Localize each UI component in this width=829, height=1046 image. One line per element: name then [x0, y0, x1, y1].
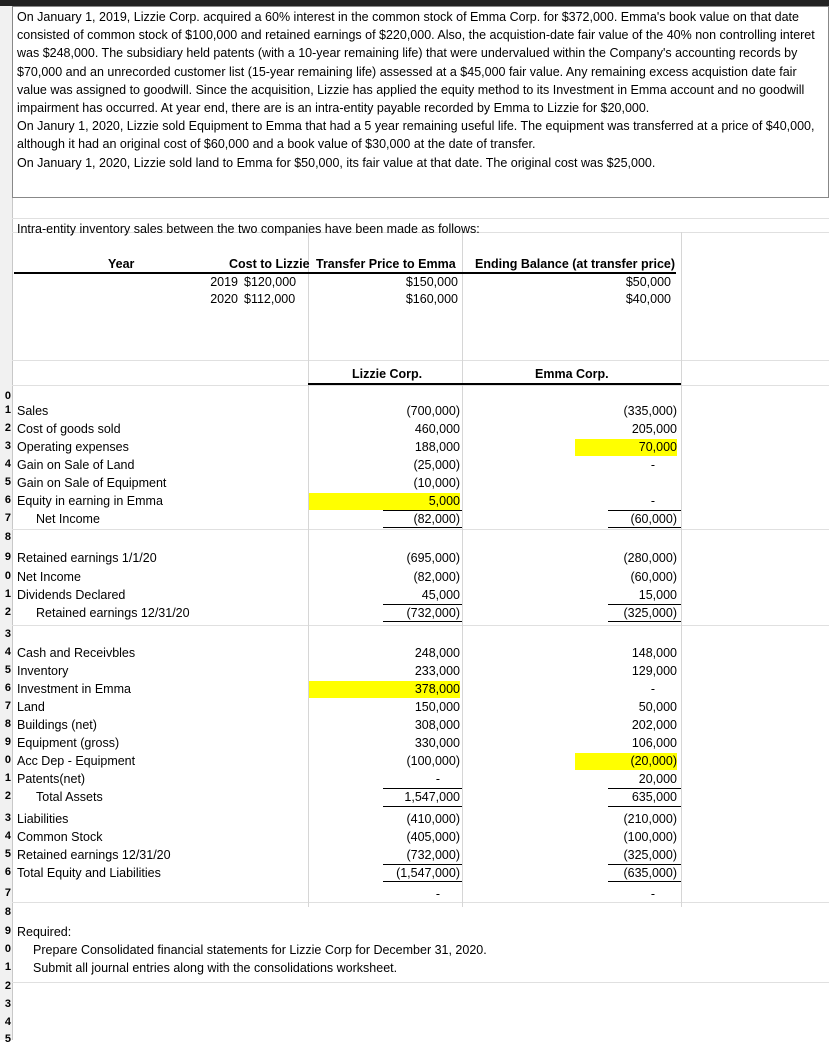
column-header-rule [308, 383, 681, 385]
row-label: Gain on Sale of Equipment [17, 476, 167, 490]
row-number[interactable]: 8 [4, 531, 11, 543]
emma-value[interactable]: (335,000) [623, 404, 677, 418]
row-number[interactable]: 2 [4, 422, 11, 434]
emma-value[interactable]: 129,000 [631, 664, 677, 678]
subtotal-rule [383, 864, 462, 865]
emma-value[interactable]: (210,000) [623, 812, 677, 826]
row-label: Cash and Receivbles [17, 646, 136, 660]
lizzie-value[interactable]: 308,000 [414, 718, 460, 732]
lizzie-value[interactable]: (100,000) [406, 754, 460, 768]
inventory-cell-transfer[interactable]: $150,000 [405, 275, 458, 289]
intro-paragraph-acquisition: On January 1, 2019, Lizzie Corp. acquired a 60% interest in the common stock of Emma Corp. for $372,000. Emma's book value on that date consisted of common stock of $100,000 and retained earnings of $220,000. Also, the acquistion-date fair value of the 40% non controlling interet was $248,000. The subsidiary held patents (with a 10-year remaining life) that were undervalued within the Company's accounting records by $70,000 and an unrecorded customer list (15-year remaining life) assessed at a $45,000 fair value. Any remaining excess acquistion date fair value was assigned to goodwill. Since the acquisition, Lizzie has applied the equity method to its Investment in Emma account and no goodwill impairment has occurred. At year end, there are is an intra-entity payable recorded by Emma to Lizzie for $20,000. [17, 10, 815, 116]
row-number[interactable]: 0 [4, 754, 11, 766]
lizzie-value[interactable]: 1,547,000 [404, 790, 460, 804]
grid-line [12, 360, 829, 361]
subtotal-rule [608, 604, 681, 605]
grid-line [12, 218, 829, 219]
total-rule [608, 621, 681, 622]
row-number[interactable]: 4 [4, 1016, 11, 1028]
lizzie-value[interactable]: 233,000 [414, 664, 460, 678]
emma-value[interactable]: 205,000 [631, 422, 677, 436]
grid-line [12, 529, 829, 530]
row-number[interactable]: 3 [4, 440, 11, 452]
inventory-header-transfer: Transfer Price to Emma [316, 257, 456, 271]
emma-value[interactable]: - [650, 682, 655, 696]
row-label: Buildings (net) [17, 718, 97, 732]
inventory-header-year: Year [108, 257, 135, 271]
row-number[interactable]: 1 [4, 961, 11, 973]
emma-value[interactable]: (325,000) [623, 606, 677, 620]
lizzie-value[interactable]: 460,000 [414, 422, 460, 436]
emma-value[interactable]: 15,000 [638, 588, 677, 602]
emma-value[interactable]: (60,000) [630, 570, 677, 584]
row-number[interactable]: 4 [4, 458, 11, 470]
row-label: Land [17, 700, 45, 714]
row-label: Cost of goods sold [17, 422, 121, 436]
emma-value[interactable]: (100,000) [623, 830, 677, 844]
inventory-cell-year[interactable]: 2019 [210, 275, 238, 289]
row-number[interactable]: 6 [4, 866, 11, 878]
row-number[interactable]: 8 [4, 906, 11, 918]
row-number[interactable]: 5 [4, 1033, 11, 1045]
grid-line [12, 625, 829, 626]
emma-balance-check[interactable]: - [650, 887, 655, 901]
row-number[interactable]: 7 [4, 887, 11, 899]
emma-value-highlighted[interactable]: 70,000 [575, 439, 677, 456]
row-number[interactable]: 3 [4, 812, 11, 824]
total-rule [608, 527, 681, 528]
subtotal-rule [383, 510, 462, 511]
emma-value[interactable]: 148,000 [631, 646, 677, 660]
row-number[interactable]: 3 [4, 628, 11, 640]
emma-value[interactable]: 106,000 [631, 736, 677, 750]
row-number[interactable]: 9 [4, 736, 11, 748]
emma-value[interactable]: 50,000 [638, 700, 677, 714]
inventory-cell-cost[interactable]: $120,000 [244, 275, 297, 289]
lizzie-value[interactable]: (405,000) [406, 830, 460, 844]
lizzie-value[interactable]: 248,000 [414, 646, 460, 660]
emma-value[interactable]: 202,000 [631, 718, 677, 732]
lizzie-value[interactable]: 330,000 [414, 736, 460, 750]
emma-value[interactable]: (325,000) [623, 848, 677, 862]
row-label: Liabilities [17, 812, 69, 826]
subtotal-rule [608, 864, 681, 865]
emma-value[interactable]: (60,000) [630, 512, 677, 526]
row-number[interactable]: 3 [4, 998, 11, 1010]
row-label: Total Equity and Liabilities [17, 866, 161, 880]
row-number[interactable]: 2 [4, 980, 11, 992]
row-label: Total Assets [36, 790, 103, 804]
inventory-cell-ending[interactable]: $50,000 [625, 275, 671, 289]
emma-value[interactable]: 635,000 [631, 790, 677, 804]
grid-column-line [308, 232, 309, 907]
emma-value[interactable]: 20,000 [638, 772, 677, 786]
inventory-header-cost: Cost to Lizzie [229, 257, 310, 271]
row-label: Equity in earning in Emma [17, 494, 163, 508]
required-title: Required: [17, 925, 72, 939]
emma-value[interactable]: - [650, 458, 655, 472]
lizzie-value[interactable]: (82,000) [413, 512, 460, 526]
row-number[interactable]: 2 [4, 606, 11, 618]
row-number[interactable]: 0 [4, 390, 11, 402]
intro-paragraph-equipment: On Janury 1, 2020, Lizzie sold Equipment to Emma that had a 5 year remaining useful life. The equipment was transferred at a price of $40,000, although it had an original cost of $60,000 and a book value of $30,000 at the date of transfer. [17, 119, 815, 152]
column-header-emma: Emma Corp. [535, 367, 609, 381]
row-number[interactable]: 4 [4, 646, 11, 658]
emma-value[interactable]: (280,000) [623, 551, 677, 565]
lizzie-balance-check[interactable]: - [435, 887, 440, 901]
row-label: Dividends Declared [17, 588, 126, 602]
row-number[interactable]: 2 [4, 790, 11, 802]
row-label: Retained earnings 12/31/20 [17, 848, 171, 862]
intro-paragraph-land: On January 1, 2020, Lizzie sold land to Emma for $50,000, its fair value at that date. The original cost was $25,000. [17, 155, 656, 170]
lizzie-value[interactable]: (10,000) [413, 476, 460, 490]
row-number[interactable]: 6 [4, 494, 11, 506]
lizzie-value[interactable]: (732,000) [406, 606, 460, 620]
lizzie-value[interactable]: (1,547,000) [396, 866, 460, 880]
inventory-cell-transfer[interactable]: $160,000 [405, 292, 458, 306]
required-line: Prepare Consolidated financial statements for Lizzie Corp for December 31, 2020. [33, 943, 487, 957]
row-number[interactable]: 0 [4, 943, 11, 955]
subtotal-rule [608, 788, 681, 789]
row-label: Common Stock [17, 830, 103, 844]
row-label: Inventory [17, 664, 69, 678]
grid-line [12, 982, 829, 983]
grid-column-line [681, 232, 682, 907]
row-label: Retained earnings 1/1/20 [17, 551, 157, 565]
row-label: Gain on Sale of Land [17, 458, 135, 472]
lizzie-value[interactable]: - [435, 772, 440, 786]
row-label: Sales [17, 404, 49, 418]
row-number[interactable]: 5 [4, 848, 11, 860]
row-number[interactable]: 8 [4, 718, 11, 730]
emma-value[interactable]: - [650, 494, 655, 508]
grid-line [12, 385, 829, 386]
emma-value[interactable]: (635,000) [623, 866, 677, 880]
lizzie-value[interactable]: (700,000) [406, 404, 460, 418]
row-number[interactable]: 5 [4, 664, 11, 676]
subtotal-rule [608, 510, 681, 511]
total-rule [383, 806, 462, 807]
row-number[interactable]: 5 [4, 476, 11, 488]
row-label: Operating expenses [17, 440, 129, 454]
emma-value-highlighted[interactable]: (20,000) [575, 753, 677, 770]
row-number[interactable]: 4 [4, 830, 11, 842]
row-number[interactable]: 0 [4, 570, 11, 582]
row-label: Equipment (gross) [17, 736, 120, 750]
row-number[interactable]: 1 [4, 404, 11, 416]
grid-column-line [462, 232, 463, 907]
inventory-caption: Intra-entity inventory sales between the two companies have been made as follows: [17, 222, 480, 236]
inventory-cell-year[interactable]: 2020 [210, 292, 238, 306]
required-line: Submit all journal entries along with the consolidations worksheet. [33, 961, 398, 975]
lizzie-value[interactable]: (410,000) [406, 812, 460, 826]
subtotal-rule [383, 788, 462, 789]
lizzie-value[interactable]: 45,000 [421, 588, 460, 602]
lizzie-value[interactable]: (695,000) [406, 551, 460, 565]
lizzie-value[interactable]: 188,000 [414, 440, 460, 454]
total-rule [383, 881, 462, 882]
row-label: Retained earnings 12/31/20 [36, 606, 190, 620]
inventory-header-ending: Ending Balance (at transfer price) [475, 257, 676, 271]
intro-text [17, 8, 827, 172]
row-label: Patents(net) [17, 772, 86, 786]
row-number[interactable]: 7 [4, 512, 11, 524]
row-number[interactable]: 9 [4, 925, 11, 937]
total-rule [608, 881, 681, 882]
row-number[interactable]: 1 [4, 588, 11, 600]
subtotal-rule [383, 604, 462, 605]
inventory-cell-cost[interactable]: $112,000 [244, 292, 296, 306]
row-label: Net Income [36, 512, 100, 526]
lizzie-value[interactable]: (25,000) [413, 458, 460, 472]
row-label: Investment in Emma [17, 682, 131, 696]
row-number[interactable]: 1 [4, 772, 11, 784]
total-rule [608, 806, 681, 807]
row-number[interactable]: 7 [4, 700, 11, 712]
row-number[interactable]: 6 [4, 682, 11, 694]
lizzie-value-highlighted[interactable]: 378,000 [309, 681, 460, 698]
row-label: Acc Dep - Equipment [17, 754, 136, 768]
lizzie-value[interactable]: (82,000) [413, 570, 460, 584]
total-rule [383, 527, 462, 528]
total-rule [383, 621, 462, 622]
inventory-cell-ending[interactable]: $40,000 [625, 292, 671, 306]
row-number[interactable]: 9 [4, 551, 11, 563]
lizzie-value[interactable]: 150,000 [414, 700, 460, 714]
lizzie-value-highlighted[interactable]: 5,000 [309, 493, 460, 510]
lizzie-value[interactable]: (732,000) [406, 848, 460, 862]
column-header-lizzie: Lizzie Corp. [352, 367, 423, 381]
row-label: Net Income [17, 570, 81, 584]
